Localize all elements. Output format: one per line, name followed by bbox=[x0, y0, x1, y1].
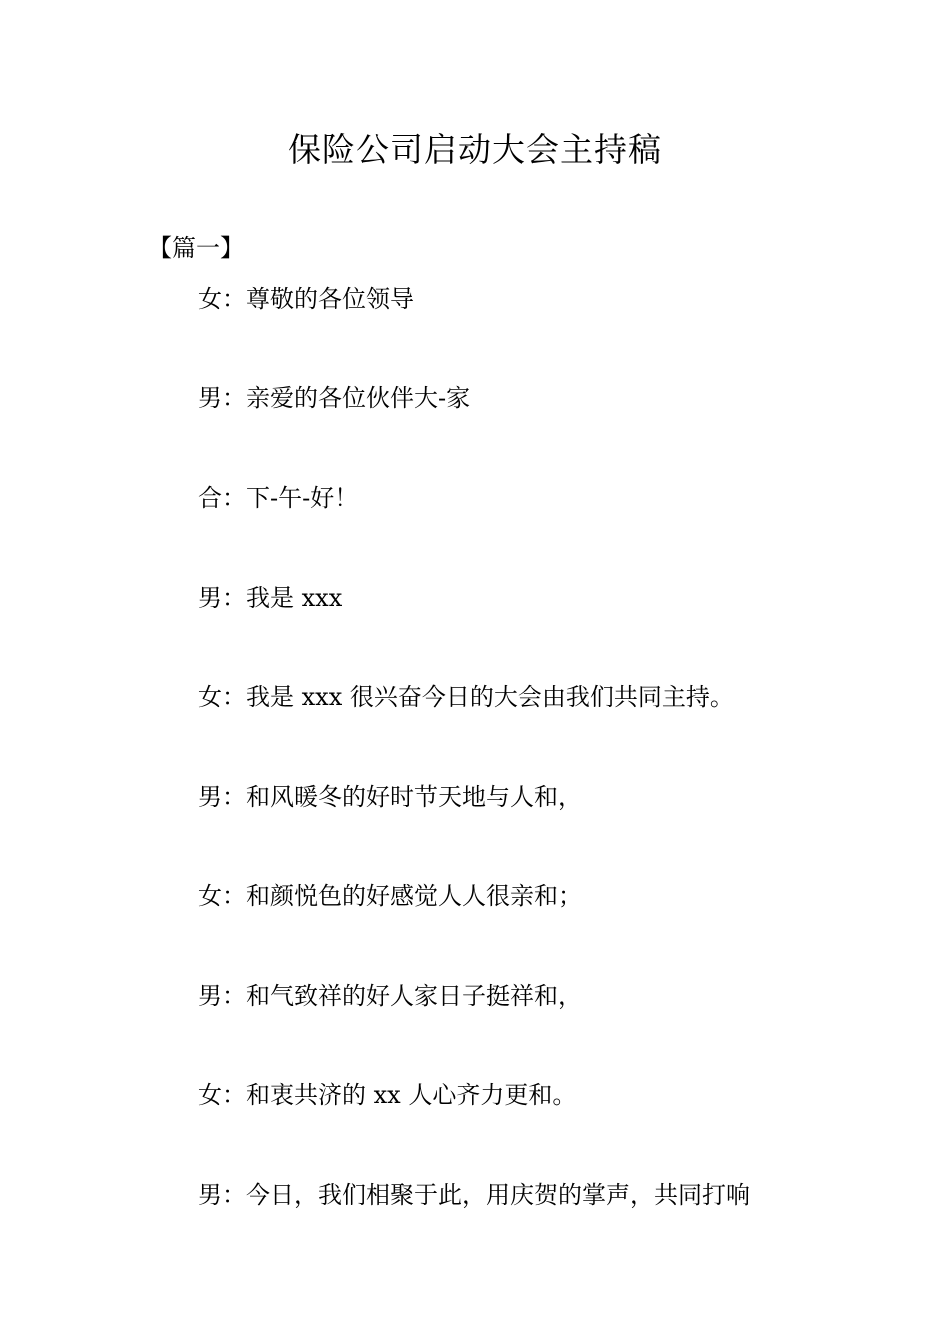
dialogue-line: 男：和气致祥的好人家日子挺祥和， bbox=[198, 982, 582, 1010]
dialogue-line: 女：和衷共济的 xx 人心齐力更和。 bbox=[198, 1081, 577, 1109]
dialogue-line: 男：和风暖冬的好时节天地与人和， bbox=[198, 783, 582, 811]
dialogue-line: 男：我是 xxx bbox=[198, 584, 343, 612]
dialogue-line: 女：尊敬的各位领导 bbox=[198, 285, 414, 313]
dialogue-line: 男：今日，我们相聚于此，用庆贺的掌声，共同打响 bbox=[198, 1181, 750, 1209]
document-title: 保险公司启动大会主持稿 bbox=[288, 130, 662, 169]
dialogue-line: 女：我是 xxx 很兴奋今日的大会由我们共同主持。 bbox=[198, 683, 734, 711]
dialogue-line: 女：和颜悦色的好感觉人人很亲和； bbox=[198, 882, 582, 910]
dialogue-line: 男：亲爱的各位伙伴大-家 bbox=[198, 384, 471, 412]
dialogue-line: 合：下-午-好！ bbox=[198, 484, 359, 512]
section-heading: 【篇一】 bbox=[148, 234, 244, 262]
